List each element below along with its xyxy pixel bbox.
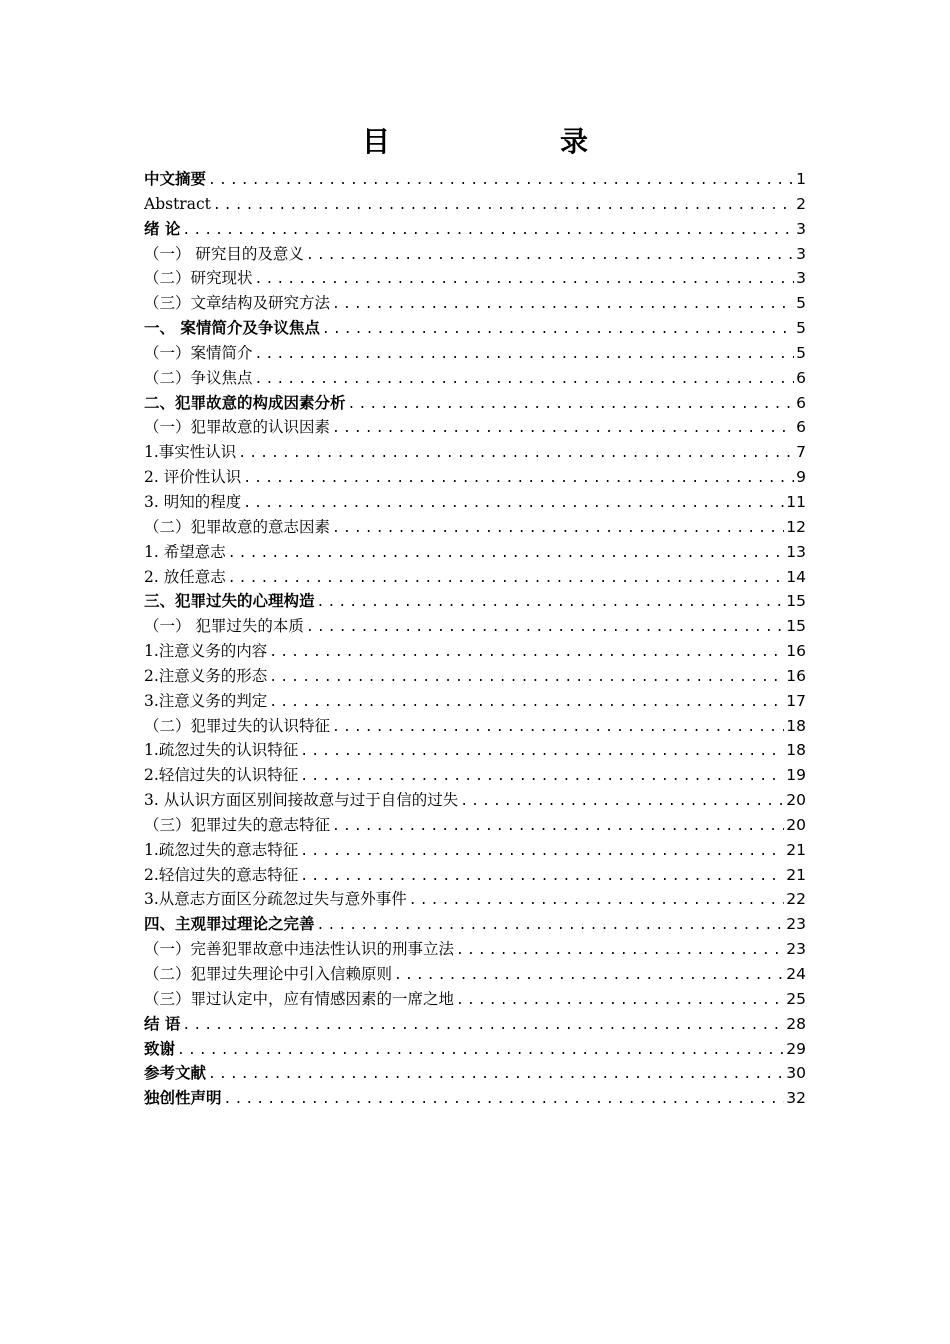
toc-entry[interactable] bbox=[144, 887, 806, 912]
toc-dot-leader bbox=[322, 318, 794, 341]
toc-dot-leader bbox=[228, 542, 785, 565]
toc-entry[interactable] bbox=[144, 1086, 806, 1111]
toc-entry[interactable] bbox=[144, 937, 806, 962]
toc-entry-label: （一）犯罪故意的认识因素 bbox=[144, 418, 331, 437]
toc-dot-leader bbox=[182, 219, 794, 242]
toc-entry-page-number: 20 bbox=[786, 815, 806, 834]
toc-entry[interactable] bbox=[144, 838, 806, 863]
toc-entry[interactable] bbox=[144, 788, 806, 813]
toc-dot-leader bbox=[208, 169, 794, 192]
toc-entry-page-number: 5 bbox=[796, 319, 806, 338]
toc-entry-page-number: 21 bbox=[786, 865, 806, 884]
toc-entry-page-number: 18 bbox=[786, 741, 806, 760]
toc-dot-leader bbox=[213, 194, 794, 217]
toc-dot-leader bbox=[456, 989, 784, 1012]
toc-entry-label: （二）犯罪故意的意志因素 bbox=[144, 517, 331, 536]
toc-dot-leader bbox=[332, 293, 794, 316]
toc-entry-label: （三）罪过认定中，应有情感因素的一席之地 bbox=[144, 989, 455, 1008]
toc-dot-leader bbox=[243, 467, 794, 490]
toc-entry-page-number: 5 bbox=[796, 294, 806, 313]
toc-entry-label: 2. 评价性认识 bbox=[144, 468, 242, 487]
toc-entry-label: （三）犯罪过失的意志特征 bbox=[144, 815, 331, 834]
toc-entry-label: Abstract bbox=[144, 194, 211, 213]
toc-entry-label: 三、犯罪过失的心理构造 bbox=[144, 592, 315, 611]
toc-entry-page-number: 15 bbox=[786, 592, 806, 611]
toc-entry-page-number: 21 bbox=[786, 840, 806, 859]
toc-entry-page-number: 7 bbox=[796, 443, 806, 462]
toc-entry[interactable] bbox=[144, 341, 806, 366]
toc-entry[interactable] bbox=[144, 589, 806, 614]
toc-entry-page-number: 9 bbox=[796, 468, 806, 487]
toc-entry[interactable] bbox=[144, 689, 806, 714]
toc-dot-leader bbox=[300, 840, 784, 863]
toc-entry[interactable] bbox=[144, 217, 806, 242]
toc-dot-leader bbox=[255, 368, 795, 391]
toc-entry[interactable] bbox=[144, 813, 806, 838]
toc-entry-page-number: 14 bbox=[786, 567, 806, 586]
toc-entry-label: 2.注意义务的形态 bbox=[144, 666, 268, 685]
toc-entry[interactable] bbox=[144, 490, 806, 515]
toc-dot-leader bbox=[269, 641, 784, 664]
toc-entry[interactable] bbox=[144, 763, 806, 788]
toc-entry-page-number: 3 bbox=[796, 219, 806, 238]
toc-entry-label: 3.注意义务的判定 bbox=[144, 691, 268, 710]
toc-entry[interactable] bbox=[144, 987, 806, 1012]
toc-entry-page-number: 20 bbox=[786, 791, 806, 810]
toc-entry-page-number: 1 bbox=[796, 170, 806, 188]
toc-entry-label: （一）完善犯罪故意中违法性认识的刑事立法 bbox=[144, 940, 455, 959]
toc-entry-page-number: 17 bbox=[786, 691, 806, 710]
toc-dot-leader bbox=[255, 268, 795, 291]
toc-dot-leader bbox=[456, 939, 784, 962]
toc-entry[interactable] bbox=[144, 415, 806, 440]
toc-entry-label: 中文摘要 bbox=[144, 170, 207, 188]
toc-entry-page-number: 5 bbox=[796, 343, 806, 362]
toc-entry[interactable] bbox=[144, 912, 806, 937]
toc-entry-page-number: 15 bbox=[786, 617, 806, 636]
toc-dot-leader bbox=[269, 666, 784, 689]
toc-entry[interactable] bbox=[144, 962, 806, 987]
toc-entry-page-number: 25 bbox=[786, 989, 806, 1008]
toc-dot-leader bbox=[238, 442, 794, 465]
toc-entry[interactable] bbox=[144, 540, 806, 565]
toc-entry-label: 3. 明知的程度 bbox=[144, 492, 242, 511]
toc-entry-page-number: 22 bbox=[786, 890, 806, 909]
toc-entry-label: 1.疏忽过失的意志特征 bbox=[144, 840, 299, 859]
toc-entry[interactable] bbox=[144, 738, 806, 763]
toc-entry-page-number: 6 bbox=[796, 418, 806, 437]
page-title: 目 录 bbox=[361, 125, 626, 158]
toc-entry-page-number: 32 bbox=[786, 1089, 806, 1108]
toc-entry-label: （二）犯罪过失的认识特征 bbox=[144, 716, 331, 735]
toc-entry-label: 2.轻信过失的意志特征 bbox=[144, 865, 299, 884]
toc-entry[interactable] bbox=[144, 614, 806, 639]
toc-entry-label: （一） 犯罪过失的本质 bbox=[144, 617, 304, 636]
toc-dot-leader bbox=[409, 889, 784, 912]
toc-dot-leader bbox=[269, 691, 784, 714]
toc-dot-leader bbox=[182, 1014, 784, 1037]
toc-entry-label: 2.轻信过失的认识特征 bbox=[144, 766, 299, 785]
toc-dot-leader bbox=[332, 815, 784, 838]
toc-entry-label: 1.事实性认识 bbox=[144, 443, 237, 462]
toc-entry[interactable] bbox=[144, 192, 806, 217]
toc-entry[interactable] bbox=[144, 242, 806, 267]
toc-entry[interactable] bbox=[144, 316, 806, 341]
toc-entry[interactable] bbox=[144, 1061, 806, 1086]
toc-entry-label: （一）案情简介 bbox=[144, 343, 253, 362]
toc-entry-page-number: 29 bbox=[786, 1039, 806, 1058]
toc-entry[interactable] bbox=[144, 515, 806, 540]
table-of-contents bbox=[144, 167, 806, 1111]
toc-entry[interactable] bbox=[144, 266, 806, 291]
toc-entry-label: （二）争议焦点 bbox=[144, 368, 253, 387]
toc-dot-leader bbox=[332, 417, 794, 440]
toc-entry[interactable] bbox=[144, 639, 806, 664]
toc-dot-leader bbox=[255, 343, 795, 366]
toc-entry-label: 致谢 bbox=[144, 1039, 176, 1058]
toc-dot-leader bbox=[300, 865, 784, 888]
toc-dot-leader bbox=[300, 740, 784, 763]
toc-entry-label: 1.疏忽过失的认识特征 bbox=[144, 741, 299, 760]
toc-entry-page-number: 28 bbox=[786, 1014, 806, 1033]
toc-entry-label: 参考文献 bbox=[144, 1064, 207, 1083]
toc-dot-leader bbox=[224, 1088, 785, 1111]
toc-entry-label: 3. 从认识方面区别间接故意与过于自信的过失 bbox=[144, 791, 459, 810]
toc-dot-leader bbox=[177, 1039, 784, 1062]
toc-entry-page-number: 6 bbox=[796, 393, 806, 412]
toc-entry-page-number: 12 bbox=[786, 517, 806, 536]
toc-entry-page-number: 16 bbox=[786, 642, 806, 661]
toc-entry-label: 一、 案情简介及争议焦点 bbox=[144, 319, 320, 338]
toc-entry-page-number: 11 bbox=[786, 492, 806, 511]
toc-entry[interactable] bbox=[144, 465, 806, 490]
toc-entry-label: 结 语 bbox=[144, 1014, 181, 1033]
toc-entry[interactable] bbox=[144, 714, 806, 739]
toc-entry[interactable] bbox=[144, 1012, 806, 1037]
toc-dot-leader bbox=[332, 716, 784, 739]
toc-dot-leader bbox=[394, 964, 784, 987]
toc-entry-page-number: 16 bbox=[786, 666, 806, 685]
toc-entry-page-number: 24 bbox=[786, 965, 806, 983]
toc-entry-page-number: 30 bbox=[786, 1064, 806, 1083]
toc-entry-page-number: 3 bbox=[796, 269, 806, 288]
toc-entry-page-number: 3 bbox=[796, 244, 806, 263]
toc-entry-label: 绪 论 bbox=[144, 219, 181, 238]
toc-dot-leader bbox=[243, 492, 784, 515]
toc-dot-leader bbox=[306, 244, 794, 267]
toc-entry[interactable] bbox=[144, 565, 806, 590]
toc-entry[interactable] bbox=[144, 863, 806, 888]
toc-entry-label: 1. 希望意志 bbox=[144, 542, 226, 561]
toc-dot-leader bbox=[300, 765, 784, 788]
toc-entry-page-number: 2 bbox=[796, 194, 806, 213]
toc-dot-leader bbox=[228, 567, 785, 590]
toc-dot-leader bbox=[306, 616, 784, 639]
toc-entry-label: （三）文章结构及研究方法 bbox=[144, 294, 331, 313]
toc-entry-label: （一） 研究目的及意义 bbox=[144, 244, 304, 263]
toc-entry[interactable] bbox=[144, 440, 806, 465]
toc-entry-label: 2. 放任意志 bbox=[144, 567, 226, 586]
toc-dot-leader bbox=[317, 591, 785, 614]
toc-entry-page-number: 13 bbox=[786, 542, 806, 561]
toc-entry[interactable] bbox=[144, 167, 806, 192]
toc-entry[interactable] bbox=[144, 366, 806, 391]
toc-dot-leader bbox=[208, 1063, 784, 1086]
toc-entry-page-number: 19 bbox=[786, 766, 806, 785]
toc-dot-leader bbox=[317, 914, 785, 937]
toc-dot-leader bbox=[460, 790, 784, 813]
toc-entry-label: 二、犯罪故意的构成因素分析 bbox=[144, 393, 346, 412]
toc-entry-label: 3.从意志方面区分疏忽过失与意外事件 bbox=[144, 890, 407, 909]
toc-entry-page-number: 18 bbox=[786, 716, 806, 735]
toc-entry-page-number: 6 bbox=[796, 368, 806, 387]
toc-entry[interactable] bbox=[144, 664, 806, 689]
toc-entry-page-number: 23 bbox=[786, 915, 806, 934]
toc-entry-label: （二）犯罪过失理论中引入信赖原则 bbox=[144, 965, 393, 983]
toc-entry[interactable] bbox=[144, 391, 806, 416]
toc-entry-label: 四、主观罪过理论之完善 bbox=[144, 915, 315, 934]
toc-entry-label: 1.注意义务的内容 bbox=[144, 642, 268, 661]
toc-entry-page-number: 23 bbox=[786, 940, 806, 959]
toc-entry-label: 独创性声明 bbox=[144, 1089, 222, 1108]
toc-dot-leader bbox=[348, 393, 795, 416]
toc-dot-leader bbox=[332, 517, 784, 540]
toc-entry[interactable] bbox=[144, 291, 806, 316]
toc-entry-label: （二）研究现状 bbox=[144, 269, 253, 288]
toc-entry[interactable] bbox=[144, 1037, 806, 1062]
